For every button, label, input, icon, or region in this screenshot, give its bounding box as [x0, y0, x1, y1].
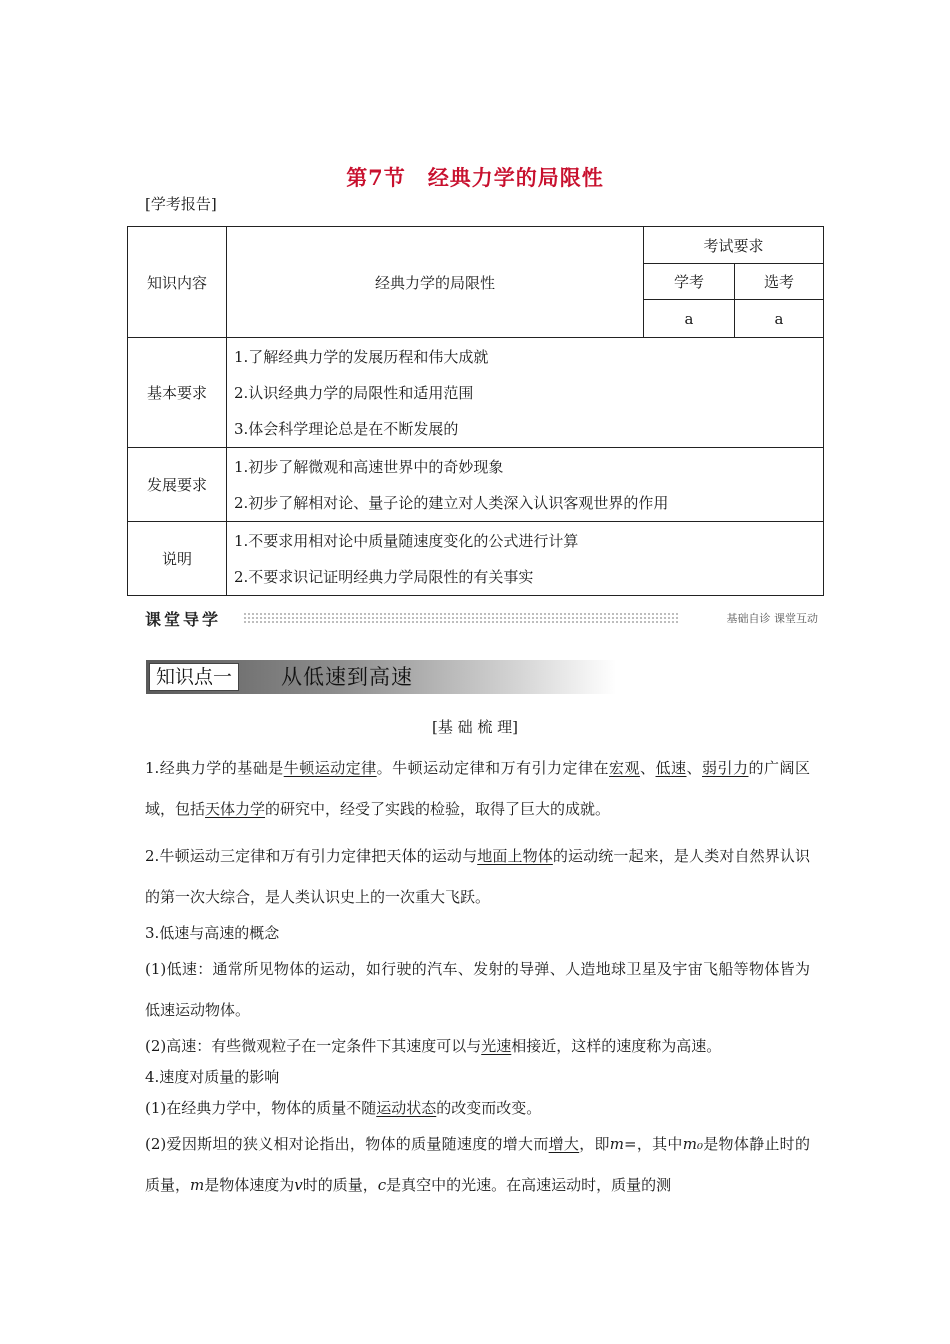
paragraph: (1)在经典力学中，物体的质量不随运动状态的改变而改变。	[145, 1099, 542, 1117]
blank-answer: 运动状态	[376, 1099, 437, 1117]
blank-answer: 地面上物体	[477, 847, 553, 865]
knowledge-point-title: 从低速到高速	[281, 665, 413, 689]
blank-answer: 增大	[548, 1135, 580, 1153]
report-label: [学考报告]	[145, 195, 217, 213]
blank-answer: 宏观	[609, 759, 641, 777]
page-title	[0, 162, 950, 192]
note-item: 2.不要求识记证明经典力学局限性的有关事实	[234, 567, 534, 586]
subsection-title: [基 础 梳 理]	[431, 718, 518, 736]
note-list	[227, 522, 824, 596]
xuankao-value: a	[735, 300, 824, 338]
blank-answer: 牛顿运动定律	[283, 759, 377, 777]
paragraph: 4.速度对质量的影响	[145, 1068, 280, 1086]
banner-divider	[243, 612, 680, 624]
body-text	[145, 748, 810, 1206]
exam-requirement-header: 考试要求	[644, 227, 824, 264]
paragraph: 1.经典力学的基础是牛顿运动定律。牛顿运动定律和万有引力定律在宏观、低速、弱引力的广阔区域，包括天体力学的研究中，经受了实践的检验，取得了巨大的成就。	[145, 759, 810, 818]
requirements-table	[127, 226, 824, 596]
section-banner	[145, 607, 818, 629]
develop-requirement-label: 发展要求	[128, 448, 227, 522]
knowledge-point-number: 知识点一	[149, 663, 239, 691]
develop-requirement-list	[227, 448, 824, 522]
banner-title: 课堂导学	[145, 610, 222, 629]
blank-answer: 低速	[655, 759, 687, 777]
knowledge-header: 知识内容	[128, 227, 227, 338]
xuekao-value: a	[644, 300, 735, 338]
basic-item: 1.了解经典力学的发展历程和伟大成就	[234, 347, 489, 366]
basic-requirement-list	[227, 338, 824, 448]
knowledge-content: 经典力学的局限性	[227, 227, 644, 338]
note-label: 说明	[128, 522, 227, 596]
banner-subtitle: 基础自诊 课堂互动	[726, 612, 818, 625]
paragraph: 3.低速与高速的概念	[145, 924, 280, 942]
basic-item: 3.体会科学理论总是在不断发展的	[234, 419, 459, 438]
blank-answer: 天体力学	[205, 800, 266, 818]
section-number: 第7节	[346, 165, 406, 190]
blank-answer: 光速	[481, 1037, 512, 1055]
paragraph: (2)爱因斯坦的狭义相对论指出，物体的质量随速度的增大而增大，即m=，其中m₀是物体静止时的质量，m是物体速度为v时的质量，c是真空中的光速。在高速运动时，质量的测	[145, 1135, 810, 1194]
blank-answer: 弱引力	[702, 759, 749, 777]
develop-item: 2.初步了解相对论、量子论的建立对人类深入认识客观世界的作用	[234, 493, 669, 512]
section-title: 经典力学的局限性	[427, 165, 604, 190]
paragraph: (1)低速：通常所见物体的运动，如行驶的汽车、发射的导弹、人造地球卫星及宇宙飞船等物体皆为低速运动物体。	[145, 960, 810, 1019]
paragraph: 2.牛顿运动三定律和万有引力定律把天体的运动与地面上物体的运动统一起来，是人类对自然界认识的第一次大综合，是人类认识史上的一次重大飞跃。	[145, 847, 810, 906]
knowledge-point-header	[146, 660, 616, 694]
basic-item: 2.认识经典力学的局限性和适用范围	[234, 383, 474, 402]
basic-requirement-label: 基本要求	[128, 338, 227, 448]
note-item: 1.不要求用相对论中质量随速度变化的公式进行计算	[234, 531, 579, 550]
paragraph: (2)高速：有些微观粒子在一定条件下其速度可以与光速相接近，这样的速度称为高速。	[145, 1037, 722, 1055]
xuekao-header: 学考	[644, 264, 735, 300]
xuankao-header: 选考	[735, 264, 824, 300]
develop-item: 1.初步了解微观和高速世界中的奇妙现象	[234, 457, 504, 476]
